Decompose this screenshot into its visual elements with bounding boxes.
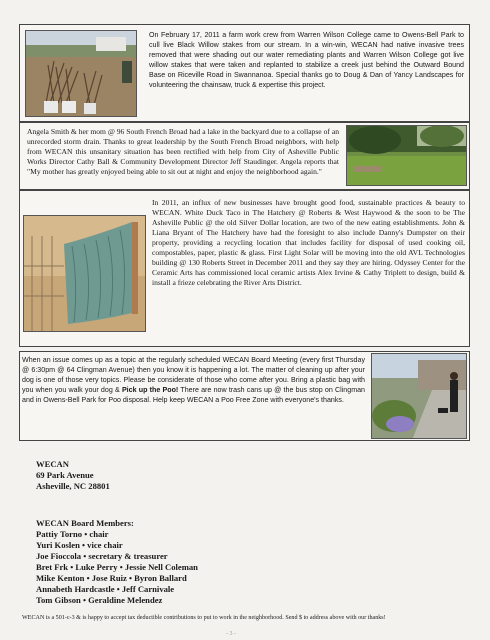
address-block <box>36 459 110 492</box>
story-pick-up-poo-text <box>22 355 365 405</box>
board-heading: WECAN Board Members: <box>36 518 134 528</box>
board-line: Joe Fioccola • secretary & treasurer <box>36 551 168 561</box>
footer-note: WECAN is a 501-c-3 & is happy to accept tax deductible contributions to put to work in the neighborhood. Send $ to address above with our thanks! <box>22 615 386 621</box>
photo-ceramic-frieze <box>23 215 146 332</box>
board-line: Pattiy Torno • chair <box>36 529 109 539</box>
board-line: Mike Kenton • Jose Ruiz • Byron Ballard <box>36 573 187 583</box>
story-new-businesses <box>19 190 470 347</box>
story-pick-up-poo-text-before: When an issue comes up as a topic at the regularly scheduled WECAN Board Meeting (every first Thursday @ 6:30pm @ 64 Clingman Avenue) then you know it is happening a lot. The matter of cleaning up after your dog is one of those very topics. Please be considerate of those who come after you. Bring a plastic bag with you when you walk your dog & <box>22 356 365 394</box>
story-willow-stakes-text: On February 17, 2011 a farm work crew from Warren Wilson College came to Owens-Bell Park to cull live Black Willow stakes from our stream. In a win-win, WECAN had native invasive trees removed that were shading out our water remediating plants and Warren Wilson College got live willow stakes that were taken and replanted to stabilize a creek just behind the Outward Bound Base on Riceville Road in Swannanoa. Special thanks go to Doug & Dan of Yancy Landscapes for volunteering the chainsaw, truck & expertise this project. <box>149 31 464 89</box>
story-storm-drain-text: Angela Smith & her mom @ 96 South French Broad had a lake in the backyard due to a collapse of an unrecorded storm drain. Thanks to great leadership by the South French Broad neighbors, with help from WECAN this unsanitary situation has been rectified with help from City of Asheville Public Works Director Cathy Ball & Community Development Director Jeff Staudinger. Angela reports that "My mother has greatly enjoyed being able to sit out at night and enjoy the neighborhood again." <box>27 127 339 176</box>
story-pick-up-poo <box>19 351 470 441</box>
org-name: WECAN <box>36 459 69 469</box>
page-number: - 3 - <box>226 631 236 637</box>
board-line: Yuri Koslen • vice chair <box>36 540 123 550</box>
pick-up-the-poo: Pick up the Poo! <box>121 386 179 394</box>
photo-willow-stakes <box>25 30 137 117</box>
story-willow-stakes <box>19 24 470 122</box>
board-line: Tom Gibson • Geraldine Melendez <box>36 595 163 605</box>
story-storm-drain <box>19 122 470 190</box>
street-address: 69 Park Avenue <box>36 470 94 480</box>
city-state-zip: Asheville, NC 28801 <box>36 481 110 491</box>
board-line: Annabeth Hardcastle • Jeff Carnivale <box>36 584 175 594</box>
photo-backyard-repaired <box>346 125 467 186</box>
story-pick-up-poo-text-after: There are now trash cans up @ the bus stop on Clingman and in Owens-Bell Park for Poo disposal. Help keep WECAN a Poo Free Zone with everyone's thanks. <box>22 386 365 404</box>
board-line: Bret Frk • Luke Perry • Jessie Nell Coleman <box>36 562 198 572</box>
photo-dog-walker-sidewalk <box>371 353 467 439</box>
board-members <box>36 518 198 606</box>
story-new-businesses-text: In 2011, an influx of new businesses have brought good food, sustainable practices & beauty to WECAN. White Duck Taco in The Hatchery @ Roberts & West Haywood & the soon to be The Asheville Public @ the old Silver Dollar location, are two of the new eating establishments. John & Liana Bryant of The Hatchery have had the foresight to also include Danny's Dumpster on their property, providing a recycling location that includes facility for disposal of used cooking oil, compostables, paper, plastic & glass. First Light Solar will be moving into the old AVL Technologies building @ 130 Roberts Street in December 2011 and they say they are hiring. Odyssey Center for the Ceramic Arts has commissioned local ceramic artists Alex Irvine & Cathy Triplett to design, build & install a frieze celebrating the River Arts District. <box>152 198 465 287</box>
